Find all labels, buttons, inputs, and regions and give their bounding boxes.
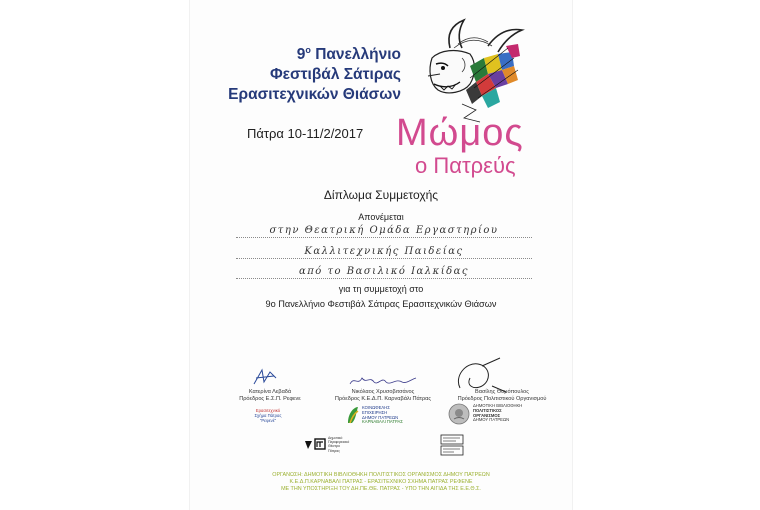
signature-3-name: Βασίλης Θυμόπουλος	[475, 389, 529, 395]
refene-logo: Ερασιτεχνικό Σχήμα Πάτρας "Ρεφενέ"	[254, 408, 282, 423]
signature-2-role: Πρόεδρος Κ.Ε.Δ.Π. Καρναβάλι Πάτρας	[334, 395, 432, 402]
signature-3-role: Πρόεδρος Πολιτιστικού Οργανισμού	[457, 395, 547, 402]
signature-1-scribble	[250, 366, 280, 390]
footer-line-3: ΜΕ ΤΗΝ ΥΠΟΣΤΗΡΙΞΗ ΤΟΥ ΔΗ.ΠΕ.ΘΕ. ΠΑΤΡΑΣ - ΥΠΟ ΤΗΝ ΑΙΓΙΔΑ ΤΗΣ Ε.Ε.Θ.Σ.	[281, 486, 481, 492]
recipient-line-1	[236, 236, 532, 238]
signature-1-role: Πρόεδρος Ε.Σ.Π. Ρεφενε	[239, 395, 301, 402]
signature-2-name: Νικόλαος Χρυσοβιτσάνος	[351, 389, 415, 395]
kedp-logo: ΚΟΙΝΩΦΕΛΗΣ ΕΠΙΧΕΙΡΗΣΗ ΔΗΜΟΥ ΠΑΤΡΕΩΝ ΚΑΡΝΑΒΑΛΙ ΠΑΤΡΑΣ	[346, 405, 406, 427]
festival-title	[190, 40, 401, 105]
recipient-handwriting-3: από το Βασιλικό Ιαλκίδας	[298, 266, 469, 277]
po-coin-icon	[448, 403, 470, 425]
recipient-handwriting-1: στην Θεατρική Ομάδα Εργαστηρίου	[269, 225, 499, 236]
recipient-line-2	[236, 257, 532, 259]
small-arrow-logo-icon	[304, 439, 314, 451]
city-date: Πάτρα 10-11/2/2017	[247, 126, 364, 141]
patreus-logo-word: ο Πατρεύς	[415, 153, 516, 178]
footer-credits	[190, 472, 572, 493]
signature-2	[318, 389, 448, 402]
signature-1-name: Κατερίνα Λεβαδά	[248, 389, 292, 395]
dhpethe-mark-icon	[314, 438, 326, 450]
footer-line-1: ΟΡΓΑΝΩΣΗ: ΔΗΜΟΤΙΚΗ ΒΙΒΛΙΟΘΗΚΗ ΠΟΛΙΤΙΣΤΙΚΟΣ ΟΡΓΑΝΙΣΜΟΣ ΔΗΜΟΥ ΠΑΤΡΕΩΝ	[272, 472, 490, 478]
footer-line-2: Κ.Ε.Δ.Π.ΚΑΡΝΑΒΑΛΙ ΠΑΤΡΑΣ - ΕΡΑΣΙΤΕΧΝΙΚΟ ΣΧΗΜΑ ΠΑΤΡΑΣ ΡΕΦΕΝΕ	[289, 479, 473, 485]
title-line-2: Φεστιβάλ Σάτιρας	[269, 66, 401, 84]
title-line-1: $9^o$ Πανελλήνιο	[296, 45, 401, 64]
certificate-page	[190, 0, 572, 510]
po-logo: ΔΗΜΟΤΙΚΗ ΒΙΒΛΙΟΘΗΚΗ ΠΟΛΙΤΙΣΤΙΚΟΣ ΟΡΓΑΝΙΣΜΟΣ ΔΗΜΟΥ ΠΑΤΡΕΩΝ	[448, 403, 534, 429]
signature-3	[442, 389, 562, 402]
title-line-3: Ερασιτεχνικών Θιάσων	[228, 86, 401, 104]
eeths-logo-icon	[440, 434, 464, 456]
festival-name: 9ο Πανελλήνιο Φεστιβάλ Σάτιρας Ερασιτεχνικών Θιάσων	[265, 299, 497, 309]
signature-2-scribble	[348, 372, 418, 390]
diploma-title: Δίπλωμα Συμμετοχής	[323, 188, 439, 202]
momos-logo-word: Μώμος	[396, 112, 524, 154]
signature-1	[220, 389, 320, 402]
recipient-handwriting-2: Καλλιτεχνικής Παιδείας	[304, 246, 464, 257]
recipient-line-3	[236, 277, 532, 279]
for-participation-label: για τη συμμετοχή στο	[338, 284, 424, 294]
awarded-label: Απονέμεται	[358, 212, 404, 222]
kedp-emblem-icon	[346, 405, 360, 425]
dhpethe-logo: Δημοτικό Περιφερειακό Θέατρο Πάτρας	[314, 436, 364, 454]
